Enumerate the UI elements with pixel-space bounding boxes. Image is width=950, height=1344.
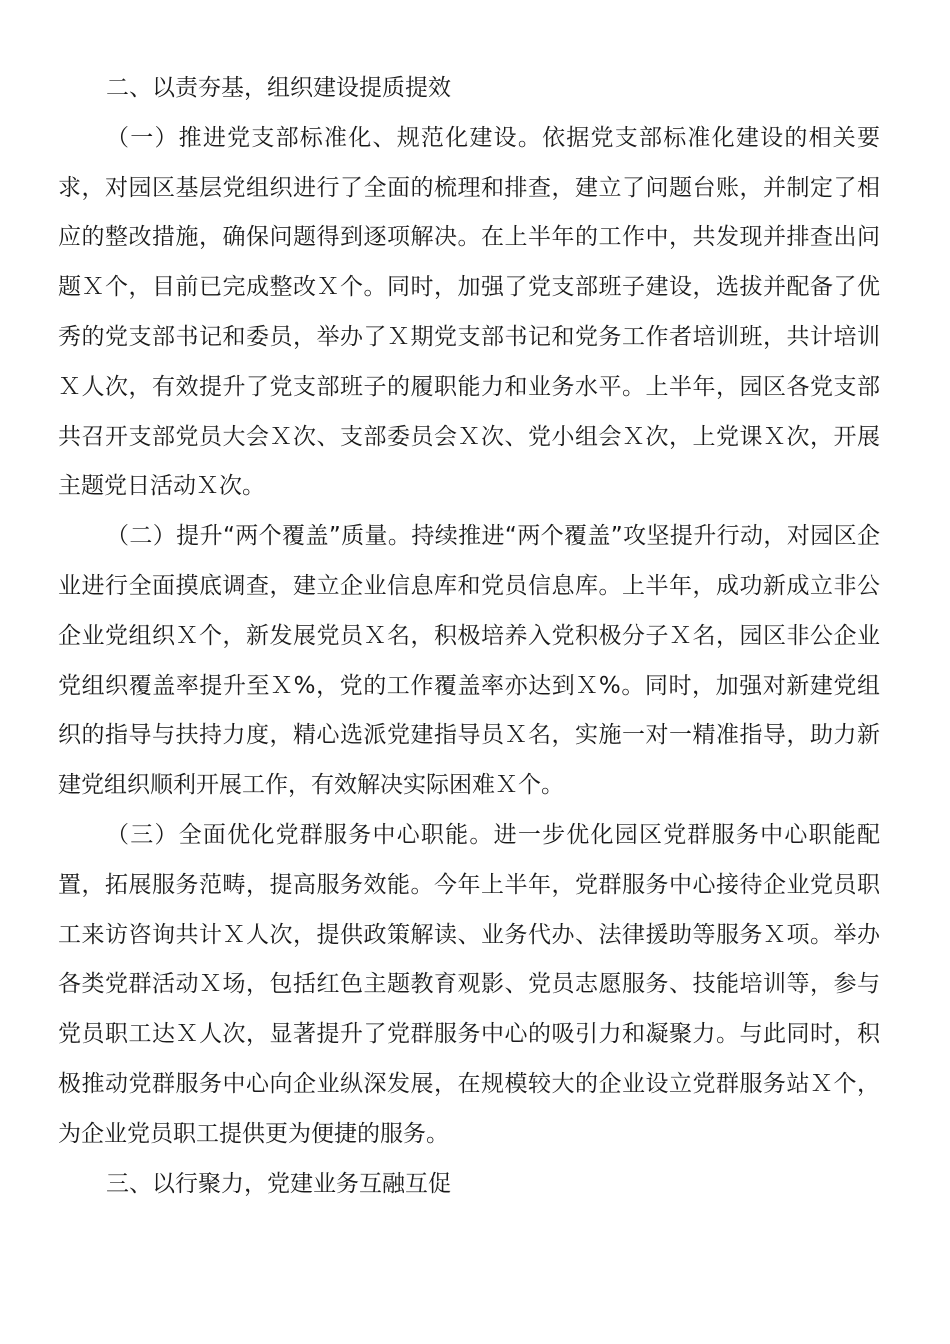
document-page [58, 64, 880, 1209]
section-heading-2: 二、以责夯基，组织建设提质提效 [106, 75, 451, 101]
paragraph-standardization: （一）推进党支部标准化、规范化建设。依据党支部标准化建设的相关要求，对园区基层党组织进行了全面的梳理和排查，建立了问题台账，并制定了相应的整改措施，确保问题得到逐项解决。在上半年的工作中，共发现并排查出问题Ｘ个，目前已完成整改Ｘ个。同时，加强了党支部班子建设，选拔并配备了优秀的党支部书记和委员，举办了Ｘ期党支部书记和党务工作者培训班，共计培训Ｘ人次，有效提升了党支部班子的履职能力和业务水平。上半年，园区各党支部共召开支部党员大会Ｘ次、支部委员会Ｘ次、党小组会Ｘ次，上党课Ｘ次，开展主题党日活动Ｘ次。 [58, 124, 880, 500]
paragraph-two-coverages: （二）提升“两个覆盖”质量。持续推进“两个覆盖”攻坚提升行动，对园区企业进行全面摸底调查，建立企业信息库和党员信息库。上半年，成功新成立非公企业党组织Ｘ个，新发展党员Ｘ名，积极培养入党积极分子Ｘ名，园区非公企业党组织覆盖率提升至Ｘ%，党的工作覆盖率亦达到Ｘ%。同时，加强对新建党组织的指导与扶持力度，精心选派党建指导员Ｘ名，实施一对一精准指导，助力新建党组织顺利开展工作，有效解决实际困难Ｘ个。 [58, 523, 880, 799]
section-heading-3: 三、以行聚力，党建业务互融互促 [106, 1170, 451, 1197]
paragraph-service-center: （三）全面优化党群服务中心职能。进一步优化园区党群服务中心职能配置，拓展服务范畴，提高服务效能。今年上半年，党群服务中心接待企业党员职工来访咨询共计Ｘ人次，提供政策解读、业务代办、法律援助等服务Ｘ项。举办各类党群活动Ｘ场，包括红色主题教育观影、党员志愿服务、技能培训等，参与党员职工达Ｘ人次，显著提升了党群服务中心的吸引力和凝聚力。与此同时，积极推动党群服务中心向企业纵深发展，在规模较大的企业设立党群服务站Ｘ个，为企业党员职工提供更为便捷的服务。 [58, 821, 880, 1147]
